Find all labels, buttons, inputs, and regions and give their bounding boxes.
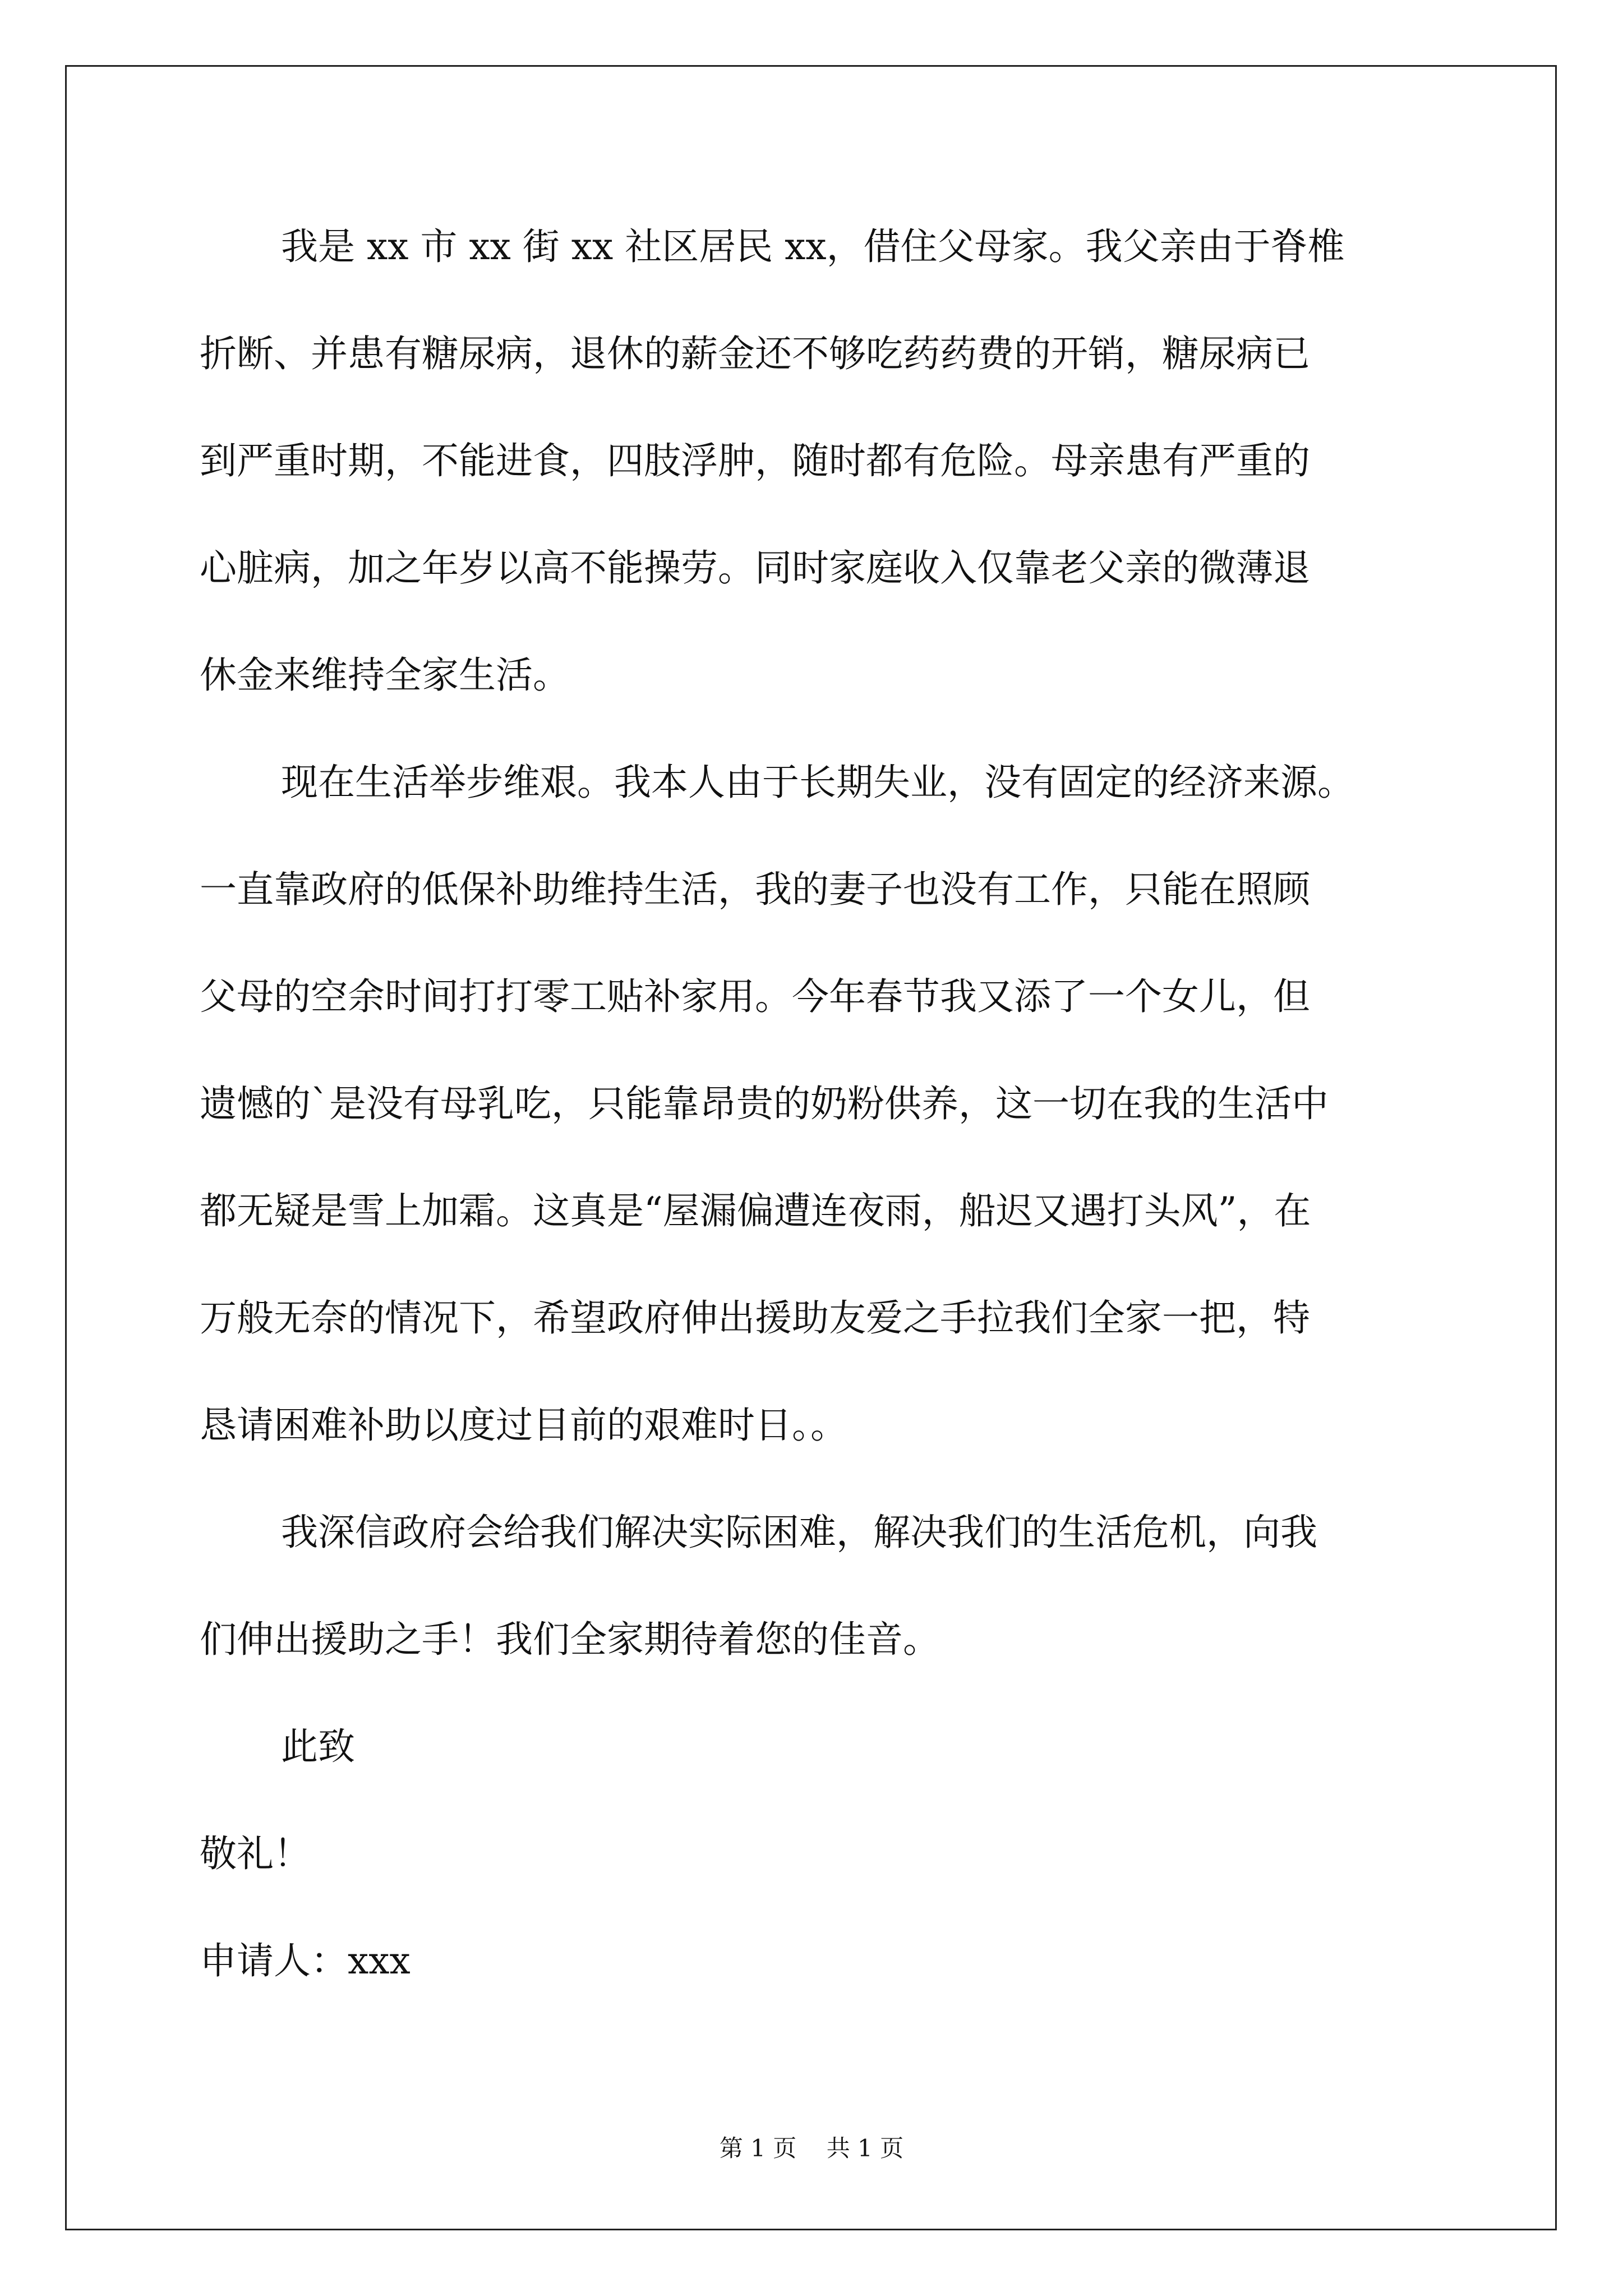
applicant-signature: 申请人：xxx: [200, 1939, 411, 1982]
letter-line: 父母的空余时间打打零工贴补家用。今年春节我又添了一个女儿，但: [200, 975, 1310, 1018]
letter-line: 折断、并患有糖尿病，退休的薪金还不够吃药药费的开销，糖尿病已: [200, 332, 1310, 375]
letter-line: 们伸出援助之手！我们全家期待着您的佳音。: [200, 1618, 940, 1661]
letter-line: 万般无奈的情况下，希望政府伸出援助友爱之手拉我们全家一把，特: [200, 1296, 1310, 1340]
letter-line: 遗憾的`是没有母乳吃，只能靠昂贵的奶粉供养，这一切在我的生活中: [200, 1082, 1329, 1125]
letter-line: 恳请困难补助以度过目前的艰难时日。。: [200, 1404, 847, 1447]
letter-line: 都无疑是雪上加霜。这真是“屋漏偏遭连夜雨，船迟又遇打头风”，在: [200, 1189, 1311, 1232]
salutation-respect: 敬礼！: [200, 1832, 311, 1875]
letter-line: 心脏病，加之年岁以高不能操劳。同时家庭收入仅靠老父亲的微薄退: [200, 546, 1310, 590]
letter-line: 休金来维持全家生活。: [200, 654, 570, 697]
letter-line: 一直靠政府的低保补助维持生活，我的妻子也没有工作，只能在照顾: [200, 868, 1310, 911]
letter-line: 我是 xx 市 xx 街 xx 社区居民 xx，借住父母家。我父亲由于脊椎: [281, 225, 1345, 268]
letter-line: 现在生活举步维艰。我本人由于长期失业，没有固定的经济来源。: [281, 761, 1354, 804]
salutation-closing: 此致: [281, 1725, 355, 1768]
letter-line: 到严重时期，不能进食，四肢浮肿，随时都有危险。母亲患有严重的: [200, 439, 1310, 482]
page-number-footer: 第 1 页 共 1 页: [719, 2134, 904, 2162]
page-border: [65, 65, 1557, 2230]
letter-line: 我深信政府会给我们解决实际困难，解决我们的生活危机，向我: [281, 1511, 1317, 1554]
